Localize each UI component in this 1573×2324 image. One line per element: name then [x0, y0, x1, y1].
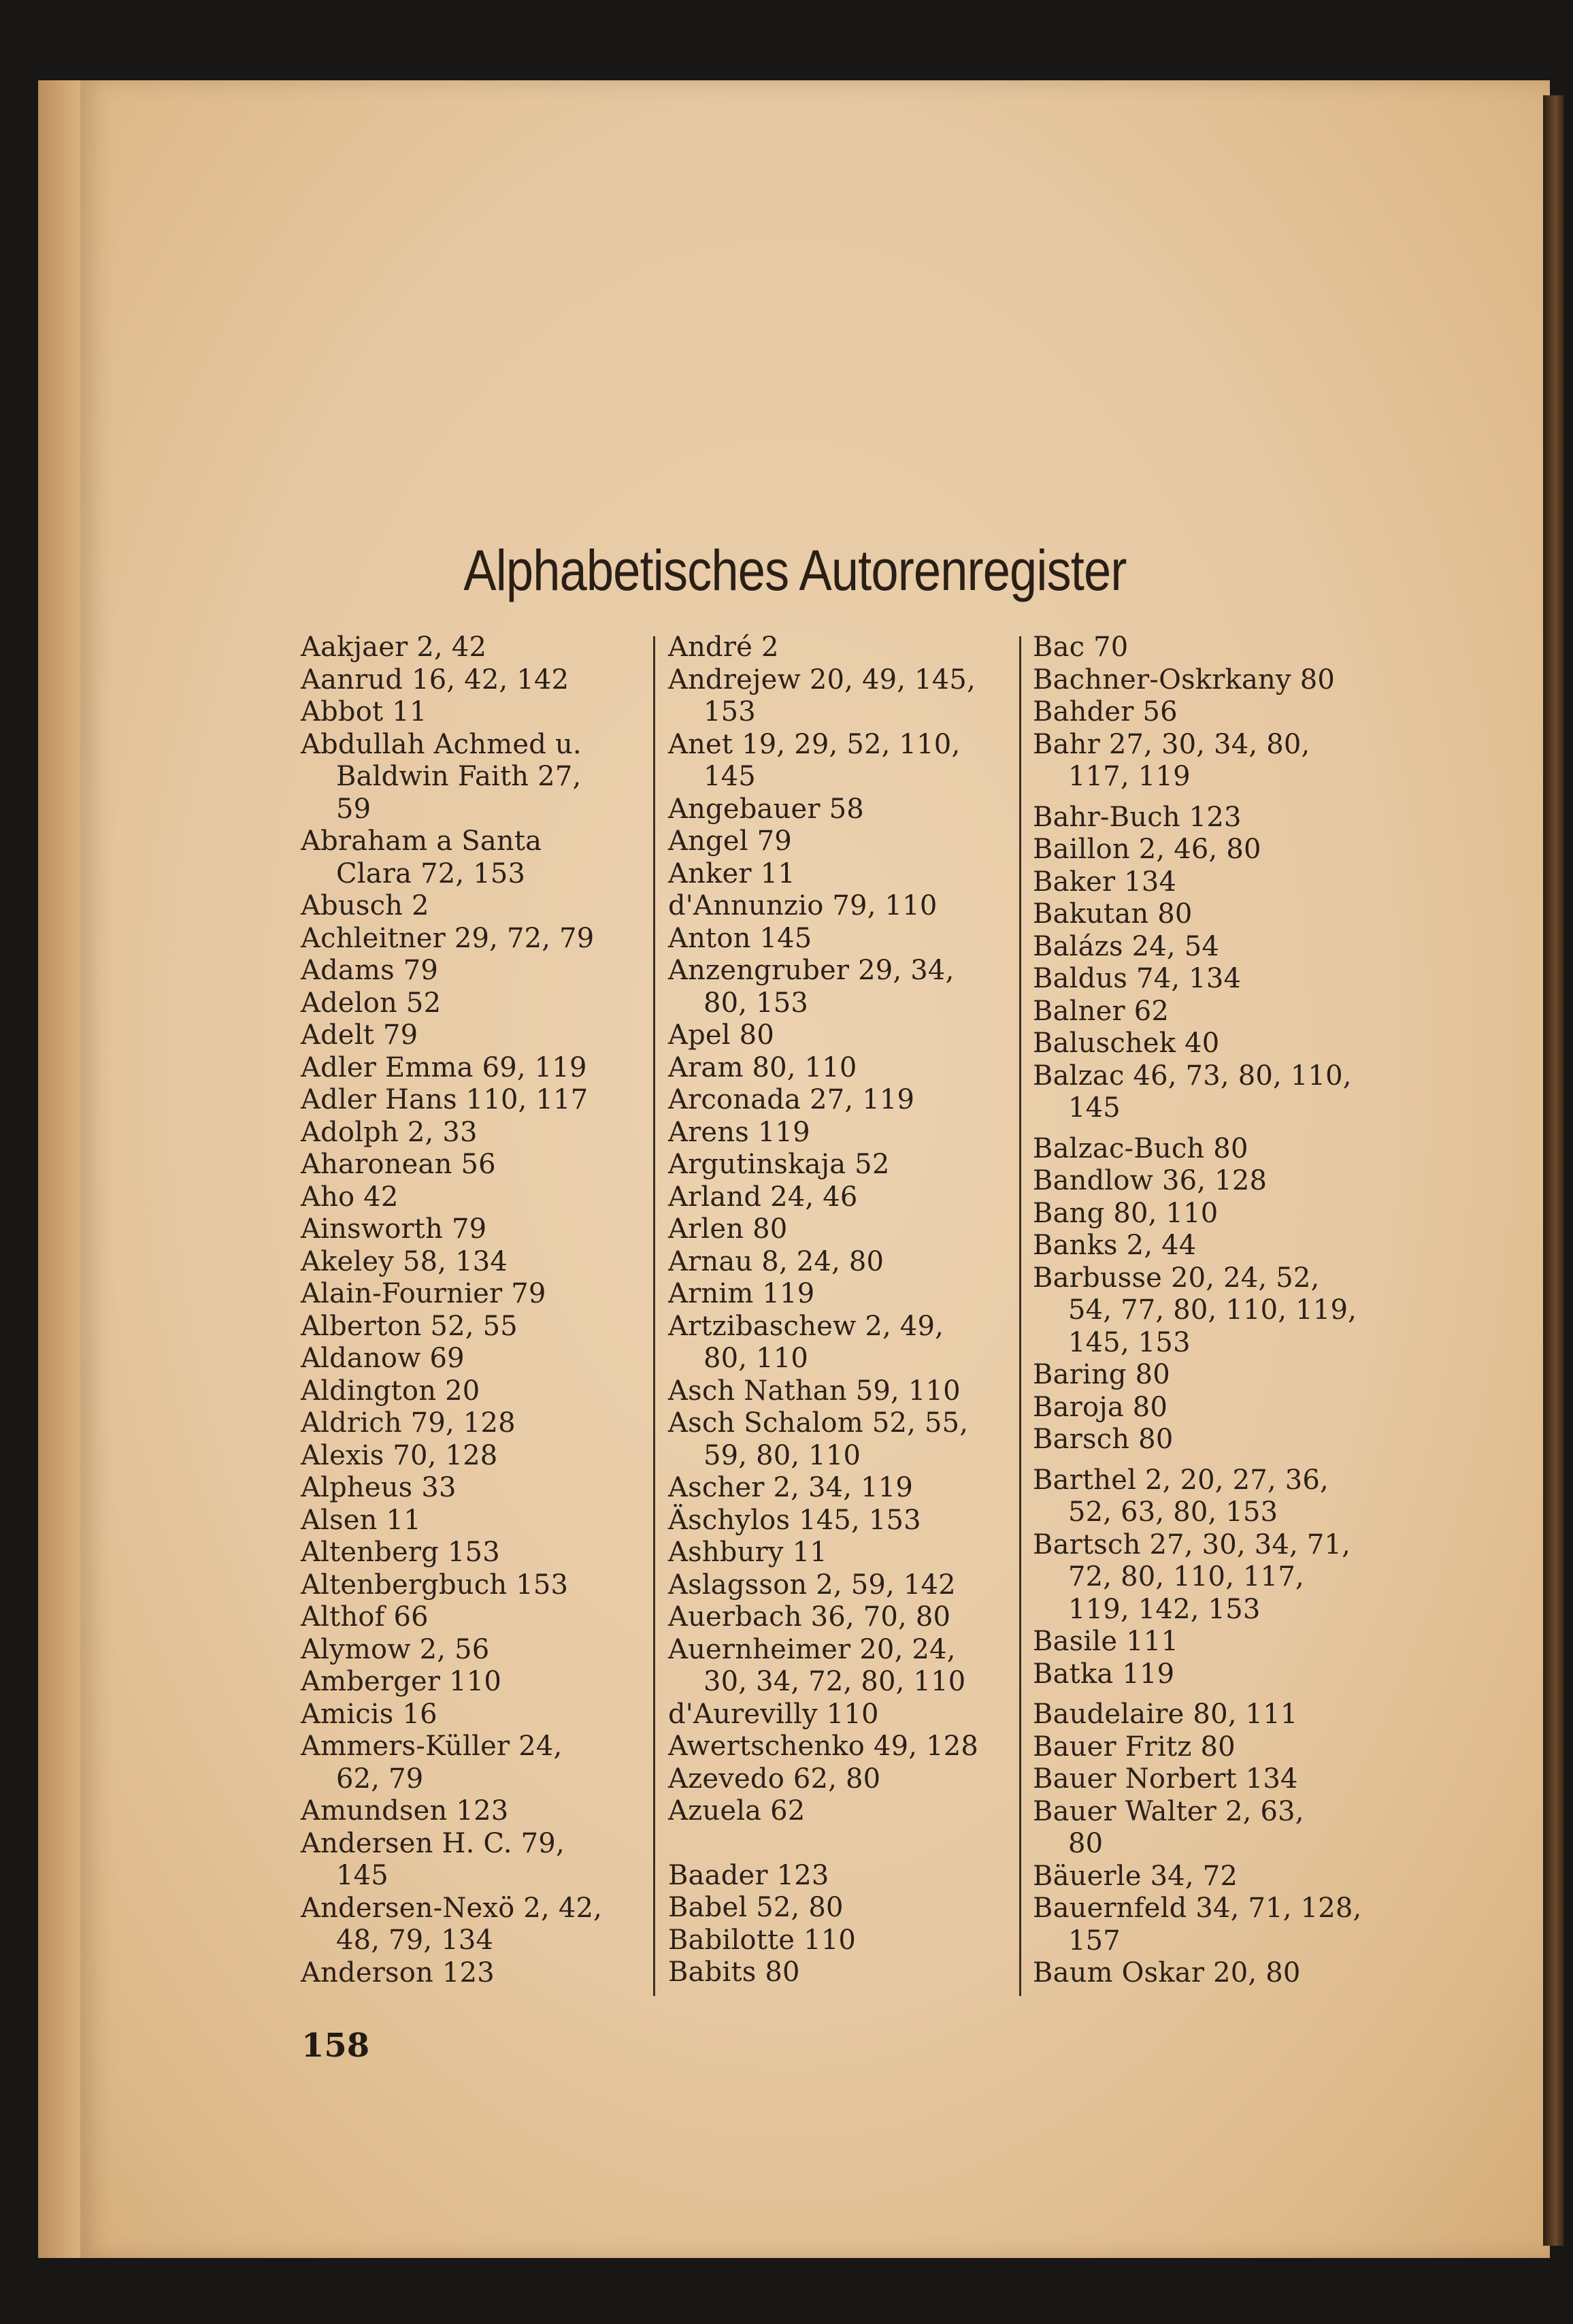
index-entry-line: 117, 119	[1068, 761, 1191, 792]
index-entry-line: Akeley 58, 134	[301, 1245, 508, 1277]
index-entry-line: Artzibaschew 2, 49,	[668, 1310, 944, 1342]
index-entry-line: Ammers-Küller 24,	[301, 1731, 563, 1762]
index-entry-line: Bahr 27, 30, 34, 80,	[1033, 728, 1310, 760]
page-number: 158	[301, 2027, 370, 2065]
index-entry-line: Andrejew 20, 49, 145,	[668, 664, 976, 695]
index-entry-line: Bauer Norbert 134	[1033, 1763, 1298, 1795]
index-entry-line: 59, 80, 110	[703, 1439, 861, 1471]
index-entry-line: Anet 19, 29, 52, 110,	[668, 728, 961, 760]
index-column-1	[301, 632, 641, 1989]
index-entry-line: Aldington 20	[301, 1375, 480, 1407]
index-entry-line: André 2	[668, 632, 779, 663]
index-entry-line: Bakutan 80	[1033, 898, 1193, 930]
index-entry-line: Amberger 110	[301, 1666, 502, 1697]
index-entry-line: Abraham a Santa	[301, 825, 542, 857]
index-entry-line: Aho 42	[301, 1181, 399, 1213]
index-entry-line: Awertschenko 49, 128	[668, 1731, 979, 1762]
index-entry-line: Baudelaire 80, 111	[1033, 1699, 1298, 1730]
index-entry-line: Balner 62	[1033, 995, 1170, 1027]
index-entry-line: d'Annunzio 79, 110	[668, 890, 938, 921]
column-divider	[1019, 636, 1021, 1996]
index-entry-line: Aharonean 56	[301, 1149, 496, 1180]
index-entry-line: 145	[336, 1860, 388, 1891]
index-entry-line: Adelt 79	[301, 1019, 418, 1051]
index-entry-line: Apel 80	[668, 1019, 774, 1051]
page-title: Alphabetisches Autorenregister	[463, 538, 1127, 602]
index-entry-line: Bac 70	[1033, 632, 1129, 663]
column-divider	[653, 636, 655, 1996]
index-entry-line: Bäuerle 34, 72	[1033, 1860, 1238, 1892]
index-entry-line: Anderson 123	[301, 1957, 495, 1989]
index-entry-line: Bachner-Oskrkany 80	[1033, 664, 1336, 695]
index-entry-line: Anker 11	[668, 857, 795, 889]
index-entry-line: Baroja 80	[1033, 1391, 1168, 1423]
index-entry-line: Barthel 2, 20, 27, 36,	[1033, 1464, 1329, 1496]
index-entry-line: Alain-Fournier 79	[301, 1278, 546, 1309]
index-entry-line: 80, 153	[703, 987, 809, 1019]
index-entry-line: 119, 142, 153	[1068, 1593, 1261, 1625]
index-entry-line: Bahr-Buch 123	[1033, 801, 1242, 833]
index-entry-line: 48, 79, 134	[336, 1925, 494, 1956]
index-entry-line: Angel 79	[668, 825, 792, 857]
index-entry-line: 145, 153	[1068, 1326, 1191, 1358]
index-entry-line: Baldwin Faith 27,	[336, 761, 582, 792]
index-entry-line: Babilotte 110	[668, 1924, 856, 1956]
index-entry-line: Alexis 70, 128	[301, 1439, 498, 1471]
index-entry-line: Aslagsson 2, 59, 142	[668, 1569, 956, 1601]
index-entry-line: Angebauer 58	[668, 793, 864, 825]
index-entry-line: Balzac-Buch 80	[1033, 1132, 1248, 1164]
index-entry-line: Aram 80, 110	[668, 1051, 857, 1083]
index-entry-line: Altenberg 153	[301, 1537, 500, 1568]
index-entry-line: Altenbergbuch 153	[301, 1569, 569, 1601]
index-entry-line: Babits 80	[668, 1957, 800, 1988]
index-entry-line: 80, 110	[703, 1343, 809, 1374]
index-entry-line: 157	[1068, 1925, 1121, 1957]
index-entry-line: Bang 80, 110	[1033, 1197, 1219, 1229]
index-entry-line: Clara 72, 153	[336, 857, 526, 889]
index-entry-line: Alsen 11	[301, 1504, 421, 1536]
index-entry-line: Balzac 46, 73, 80, 110,	[1033, 1060, 1352, 1092]
index-entry-line: Alpheus 33	[301, 1472, 457, 1503]
index-entry-line: Basile 111	[1033, 1626, 1179, 1657]
index-entry-line: Abusch 2	[301, 890, 429, 921]
index-entry-line: Arconada 27, 119	[668, 1084, 915, 1115]
index-entry-line: Baillon 2, 46, 80	[1033, 834, 1261, 865]
index-entry-line: Balázs 24, 54	[1033, 930, 1220, 962]
index-entry-line: Bartsch 27, 30, 34, 71,	[1033, 1528, 1351, 1560]
index-entry-line: Batka 119	[1033, 1658, 1175, 1690]
index-column-2	[668, 632, 1022, 1989]
index-entry-line: Bauer Walter 2, 63,	[1033, 1795, 1304, 1827]
index-entry-line: Anton 145	[668, 922, 812, 954]
index-entry-line: Alymow 2, 56	[301, 1633, 490, 1665]
index-entry-line: Azuela 62	[668, 1795, 806, 1827]
index-entry-line: Anzengruber 29, 34,	[668, 955, 955, 986]
index-entry-line: Althof 66	[301, 1601, 429, 1633]
book-right-edge	[1543, 95, 1563, 2246]
index-entry-line: Barbusse 20, 24, 52,	[1033, 1262, 1320, 1294]
index-entry-line: Bahder 56	[1033, 696, 1178, 727]
index-entry-line: Aakjaer 2, 42	[301, 632, 487, 663]
index-entry-line: Arnim 119	[668, 1278, 815, 1309]
index-entry-line: Amundsen 123	[301, 1795, 509, 1827]
index-entry-line: Andersen H. C. 79,	[301, 1827, 565, 1859]
index-entry-line: Bauernfeld 34, 71, 128,	[1033, 1893, 1362, 1924]
index-entry-line: Äschylos 145, 153	[668, 1504, 921, 1536]
index-entry-line: Banks 2, 44	[1033, 1230, 1197, 1261]
index-entry-line: Abbot 11	[301, 696, 427, 727]
index-entry-line: Adelon 52	[301, 987, 442, 1019]
index-entry-line: Ashbury 11	[668, 1537, 827, 1568]
index-entry-line: Aanrud 16, 42, 142	[301, 664, 569, 695]
index-entry-line: Bauer Fritz 80	[1033, 1731, 1236, 1763]
index-entry-line: Aldrich 79, 128	[301, 1407, 516, 1439]
index-entry-line: Adler Hans 110, 117	[301, 1084, 589, 1115]
index-entry-line: Baader 123	[668, 1859, 829, 1891]
index-entry-line: Ainsworth 79	[301, 1213, 487, 1245]
index-entry-line: Amicis 16	[301, 1698, 437, 1730]
index-entry-line: Arnau 8, 24, 80	[668, 1245, 884, 1277]
index-entry-line: 153	[703, 696, 756, 727]
index-entry-line: Babel 52, 80	[668, 1892, 844, 1923]
index-entry-line: Arlen 80	[668, 1213, 788, 1245]
index-entry-line: d'Aurevilly 110	[668, 1698, 879, 1730]
index-entry-line: Baluschek 40	[1033, 1028, 1220, 1059]
index-entry-line: Barsch 80	[1033, 1424, 1174, 1455]
index-entry-line: Bandlow 36, 128	[1033, 1165, 1268, 1196]
index-column-3	[1033, 632, 1387, 1990]
index-entry-line: 54, 77, 80, 110, 119,	[1068, 1294, 1357, 1326]
index-entry-line: Asch Nathan 59, 110	[668, 1375, 961, 1407]
index-entry-line: Adolph 2, 33	[301, 1116, 478, 1148]
index-entry-line: Alberton 52, 55	[301, 1310, 518, 1342]
index-entry-line: Andersen-Nexö 2, 42,	[301, 1892, 603, 1924]
index-entry-line: Ascher 2, 34, 119	[668, 1472, 914, 1503]
index-entry-line: 52, 63, 80, 153	[1068, 1496, 1278, 1528]
index-entry-line: Baker 134	[1033, 866, 1177, 898]
index-entry-line: Azevedo 62, 80	[668, 1763, 881, 1795]
index-entry-line: 72, 80, 110, 117,	[1068, 1561, 1304, 1592]
index-entry-line: Baring 80	[1033, 1359, 1170, 1390]
index-entry-line: Baum Oskar 20, 80	[1033, 1957, 1301, 1989]
index-entry-line: Arland 24, 46	[668, 1181, 858, 1213]
index-entry-line: Auerbach 36, 70, 80	[668, 1601, 951, 1633]
index-entry-line: 145	[1068, 1092, 1121, 1124]
index-entry-line: Asch Schalom 52, 55,	[668, 1407, 969, 1439]
index-entry-line: 59	[336, 793, 371, 825]
index-entry-line: Adams 79	[301, 955, 439, 986]
index-entry-line: Baldus 74, 134	[1033, 963, 1242, 994]
index-entry-line: Auernheimer 20, 24,	[668, 1633, 956, 1665]
index-entry-line: Argutinskaja 52	[668, 1149, 890, 1180]
index-entry-line: Abdullah Achmed u.	[301, 728, 582, 760]
index-entry-line: 80	[1068, 1828, 1104, 1859]
index-entry-line: Arens 119	[668, 1116, 810, 1148]
index-entry-line: 62, 79	[336, 1763, 424, 1795]
index-entry-line: Adler Emma 69, 119	[301, 1051, 587, 1083]
index-entry-line: 145	[703, 761, 756, 792]
index-entry-line: 30, 34, 72, 80, 110	[703, 1666, 966, 1697]
index-entry-line: Achleitner 29, 72, 79	[301, 922, 595, 954]
index-entry-line: Aldanow 69	[301, 1343, 465, 1374]
